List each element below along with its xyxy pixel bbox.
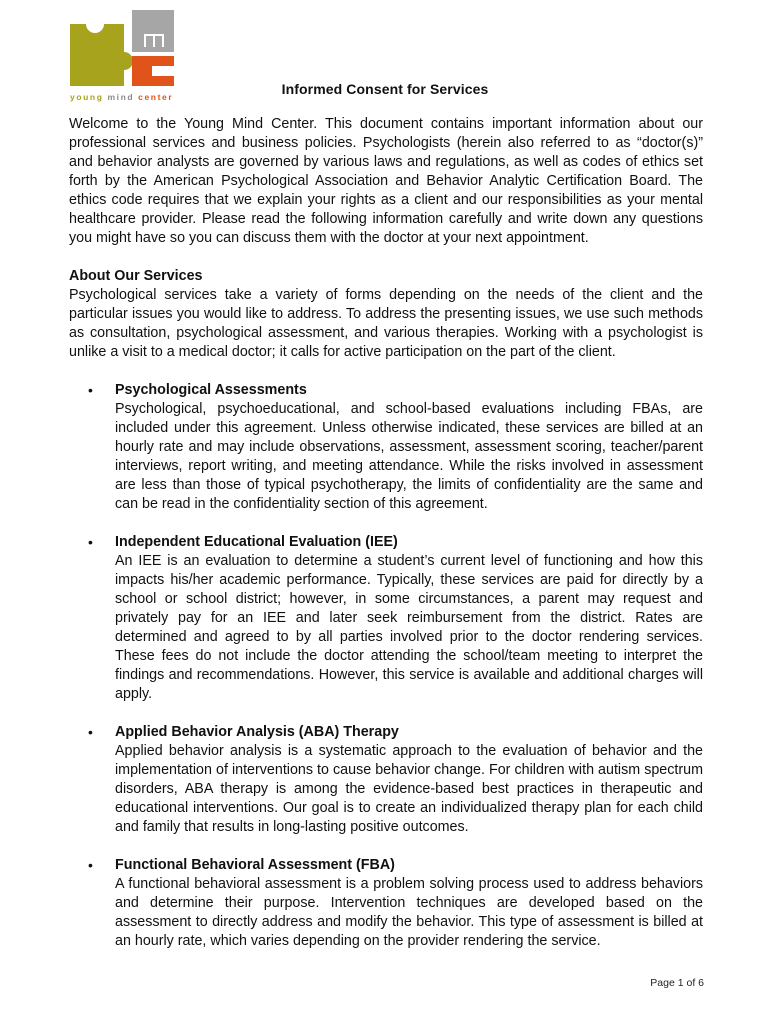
service-description: Psychological, psychoeducational, and school-based evaluations including FBAs, are included under this agreement. Unless otherwise indicated, these services are billed at an hourly rate and may include observations, assessment, assessment scoring, teacher/parent interviews, report writing, and meeting attendance. While the risks involved in assessment are less than those of typical psychotherapy, the limits of confidentiality are the same and can be read in the confidentiality section of this agreement.: [115, 401, 703, 512]
service-item: [69, 856, 703, 951]
page-number: Page 1 of 6: [650, 977, 704, 989]
logo-text-young: young: [70, 92, 104, 102]
service-title: Independent Educational Evaluation (IEE): [115, 534, 398, 550]
document-title: Informed Consent for Services: [281, 81, 489, 97]
service-item: [69, 723, 703, 837]
young-mind-center-logo-icon: [68, 8, 176, 90]
services-list: [69, 381, 703, 951]
bullet-icon: •: [88, 534, 93, 550]
service-description: An IEE is an evaluation to determine a student’s current level of functioning and how this impacts his/her academic performance. Typically, these services are paid for directly by a school or school district; however, in some circumstances, a parent may request and privately pay for an IEE and later seek reimbursement from the district. Rates are determined and agreed to by all parties involved prior to the doctor rendering services. These fees do not include the doctor attending the school/team meeting to interpret the findings and recommendations. However, this service is available and additional charges will apply.: [115, 553, 703, 702]
service-item: [69, 533, 703, 704]
service-title: Functional Behavioral Assessment (FBA): [115, 857, 395, 873]
bullet-icon: •: [88, 857, 93, 873]
services-heading: About Our Services: [69, 268, 203, 284]
service-title: Psychological Assessments: [115, 382, 307, 398]
services-intro-paragraph: Psychological services take a variety of forms depending on the needs of the client and the particular issues you would like to address. To address the presenting issues, we use such methods as consultation, psychological assessment, and various therapies. Working with a psychologist is unlike a visit to a medical doctor; it calls for active participation on the part of the client.: [69, 287, 703, 360]
logo-text-mind: mind: [107, 92, 135, 102]
logo-olive-piece: [70, 24, 133, 86]
service-item: [69, 381, 703, 514]
service-title: Applied Behavior Analysis (ABA) Therapy: [115, 724, 399, 740]
service-description: A functional behavioral assessment is a problem solving process used to address behaviors and determine their purpose. Intervention techniques are developed based on the assessment to directly address and modify the behavior. This type of assessment is billed at an hourly rate, which varies depending on the provider rendering the service.: [115, 876, 703, 949]
logo-text-center: center: [138, 92, 174, 102]
bullet-icon: •: [88, 724, 93, 740]
document-body: [69, 115, 703, 951]
service-description: Applied behavior analysis is a systematic approach to the evaluation of behavior and the implementation of interventions to cause behavior change. For children with autism spectrum disorders, ABA therapy is among the evidence-based best practices in therapeutic and educational interventions. Our goal is to create an individualized therapy plan for each child and family that results in long-lasting positive outcomes.: [115, 743, 703, 835]
bullet-icon: •: [88, 382, 93, 398]
intro-paragraph: Welcome to the Young Mind Center. This document contains important information about our professional services and business policies. Psychologists (herein also referred to as “doctor(s)” and behavior analysts are governed by various laws and regulations, as well as codes of ethics set forth by the American Psychological Association and Behavior Analytic Certification Board. The ethics code requires that we explain your rights as a client and our responsibilities as your mental healthcare provider. Please read the following information carefully and write down any questions you might have so you can discuss them with the doctor at your next appointment.: [69, 116, 703, 246]
